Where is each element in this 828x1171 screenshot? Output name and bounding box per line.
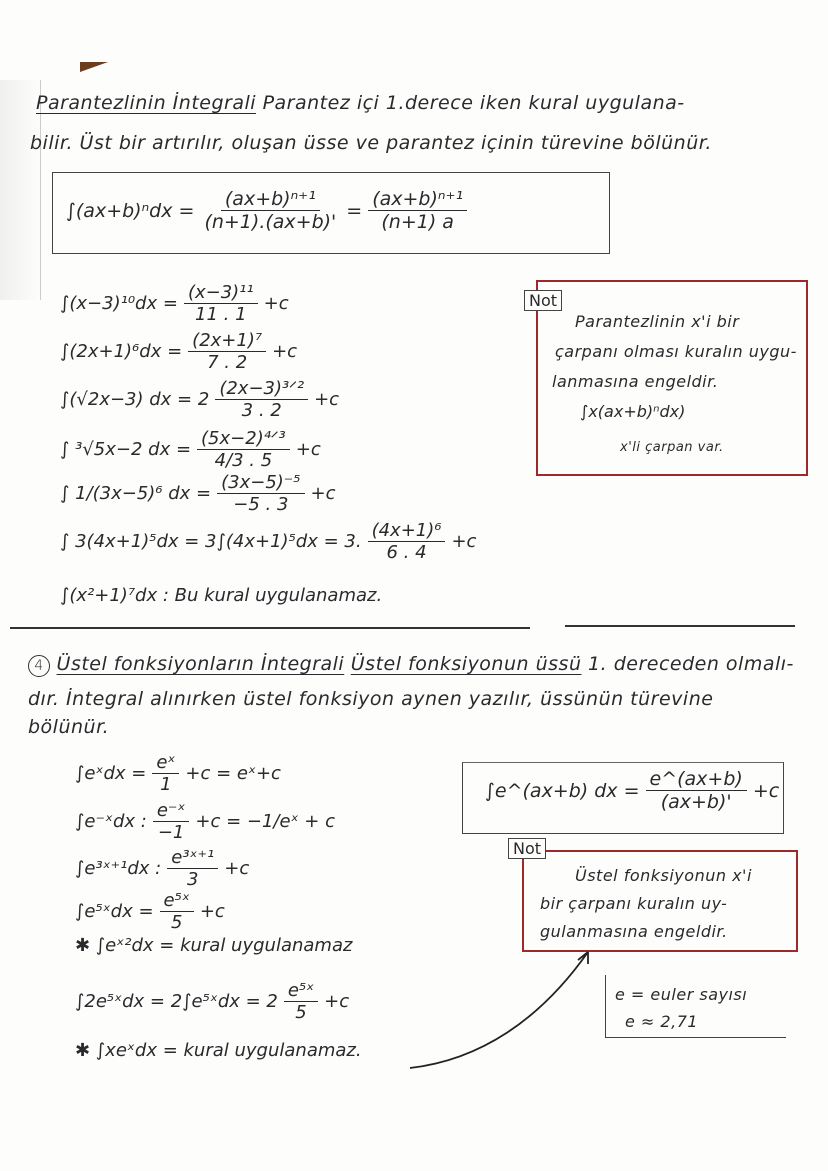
note1-brace-label: x'li çarpan var. (620, 440, 724, 455)
note1-line2: çarpanı olması kuralın uygu- (555, 342, 797, 361)
section-number-badge: 4 (28, 655, 50, 677)
denominator: 3 (187, 869, 199, 890)
euler-line2: e ≈ 2,71 (625, 1012, 699, 1031)
numerator: e³ˣ⁺¹ (167, 847, 218, 869)
equation-lhs: ∫e³ˣ⁺¹dx : (75, 858, 162, 879)
note1-line1: Parantezlinin x'i bir (575, 312, 740, 331)
numerator: (x−3)¹¹ (184, 282, 258, 304)
denominator: (n+1) a (381, 211, 454, 233)
numerator: e⁻ˣ (153, 800, 190, 822)
equation-tail: +c (451, 531, 477, 552)
denominator: 7 . 2 (207, 352, 248, 373)
equation-lhs: ✱ ∫xeˣdx = kural uygulanamaz. (75, 1040, 362, 1061)
equation-tail: +c (295, 439, 321, 460)
denominator: (ax+b)' (660, 791, 732, 813)
section4-line1: 1. dereceden olmalı- (588, 653, 794, 675)
formula-lhs: ∫e^(ax+b) dx = (485, 779, 640, 802)
equation-lhs: ∫(2x+1)⁶dx = (60, 341, 183, 362)
section4-line2: dır. İntegral alınırken üstel fonksiyon aynen yazılır, üssünün türevine (28, 688, 714, 710)
section3-line2: bilir. Üst bir artırılır, oluşan üsse ve parantez içinin türevine bölünür. (30, 132, 712, 154)
equation-lhs: ∫(x−3)¹⁰dx = (60, 293, 178, 314)
equation-tail: +c = eˣ+c (185, 763, 281, 784)
note2-line1: Üstel fonksiyonun x'i (575, 866, 752, 885)
equals: = (346, 199, 363, 222)
euler-line1: e = euler sayısı (615, 985, 748, 1004)
denominator: 1 (160, 774, 172, 795)
section3-title: Parantezlinin İntegrali (36, 92, 257, 114)
equation-tail: +c (199, 901, 225, 922)
note1-formula: ∫x(ax+b)ⁿdx) (580, 402, 686, 421)
denominator: 4/3 . 5 (214, 450, 273, 471)
numerator: (3x−5)⁻⁵ (217, 472, 304, 494)
equation-tail: +c = −1/eˣ + c (195, 811, 335, 832)
equation-tail: +c (224, 858, 250, 879)
equation-lhs: ∫eˣdx = (75, 763, 147, 784)
denominator: 11 . 1 (195, 304, 247, 325)
denominator: 5 (170, 912, 183, 933)
equation-tail: +c (310, 483, 336, 504)
note2-line3: gulanmasına engeldir. (540, 922, 728, 941)
numerator: (5x−2)⁴ᐟ³ (197, 428, 290, 450)
equation-lhs: ∫(x²+1)⁷dx : Bu kural uygulanamaz. (60, 585, 383, 606)
formula-tail: +c (752, 779, 780, 802)
numerator: (2x−3)³ᐟ² (215, 378, 308, 400)
note-tag-2: Not (508, 838, 546, 859)
numerator: e⁵ˣ (284, 980, 318, 1002)
numerator: (ax+b)ⁿ⁺¹ (221, 188, 320, 211)
numerator: (ax+b)ⁿ⁺¹ (368, 188, 467, 211)
section4-subtitle: Üstel fonksiyonun üssü (350, 653, 582, 675)
note1-line3: lanmasına engeldir. (552, 372, 719, 391)
numerator: eˣ (152, 752, 179, 774)
numerator: (2x+1)⁷ (188, 330, 266, 352)
denominator: 3 . 2 (241, 400, 282, 421)
denominator: (n+1).(ax+b)' (204, 211, 337, 233)
equation-tail: +c (263, 293, 289, 314)
denominator: −5 . 3 (233, 494, 289, 515)
formula-lhs: ∫(ax+b)ⁿdx = (66, 199, 195, 222)
numerator: e⁵ˣ (160, 890, 194, 912)
equation-lhs: ∫ 3(4x+1)⁵dx = 3∫(4x+1)⁵dx = 3. (60, 531, 362, 552)
equation-tail: +c (314, 389, 340, 410)
section4-line3: bölünür. (28, 716, 110, 738)
section3-line1: Parantez içi 1.derece iken kural uygulana- (262, 92, 685, 114)
equation-lhs: ∫ 1/(3x−5)⁶ dx = (60, 483, 212, 504)
numerator: (4x+1)⁶ (368, 520, 446, 542)
note-tag-1: Not (524, 290, 562, 311)
equation-lhs: ✱ ∫eˣ²dx = kural uygulanamaz (75, 935, 353, 956)
equation-lhs: ∫(√2x−3) dx = 2 (60, 389, 210, 410)
numerator: e^(ax+b) (646, 768, 747, 791)
section4-title: Üstel fonksiyonların İntegrali (56, 653, 345, 675)
denominator: 5 (295, 1002, 307, 1023)
equation-lhs: ∫2e⁵ˣdx = 2∫e⁵ˣdx = 2 (75, 991, 278, 1012)
equation-lhs: ∫ ³√5x−2 dx = (60, 439, 192, 460)
equation-lhs: ∫e⁵ˣdx = (75, 901, 154, 922)
equation-tail: +c (324, 991, 350, 1012)
equation-lhs: ∫e⁻ˣdx : (75, 811, 147, 832)
denominator: 6 . 4 (386, 542, 427, 563)
denominator: −1 (157, 822, 185, 843)
note2-line2: bir çarpanı kuralın uy- (540, 894, 728, 913)
equation-tail: +c (272, 341, 298, 362)
